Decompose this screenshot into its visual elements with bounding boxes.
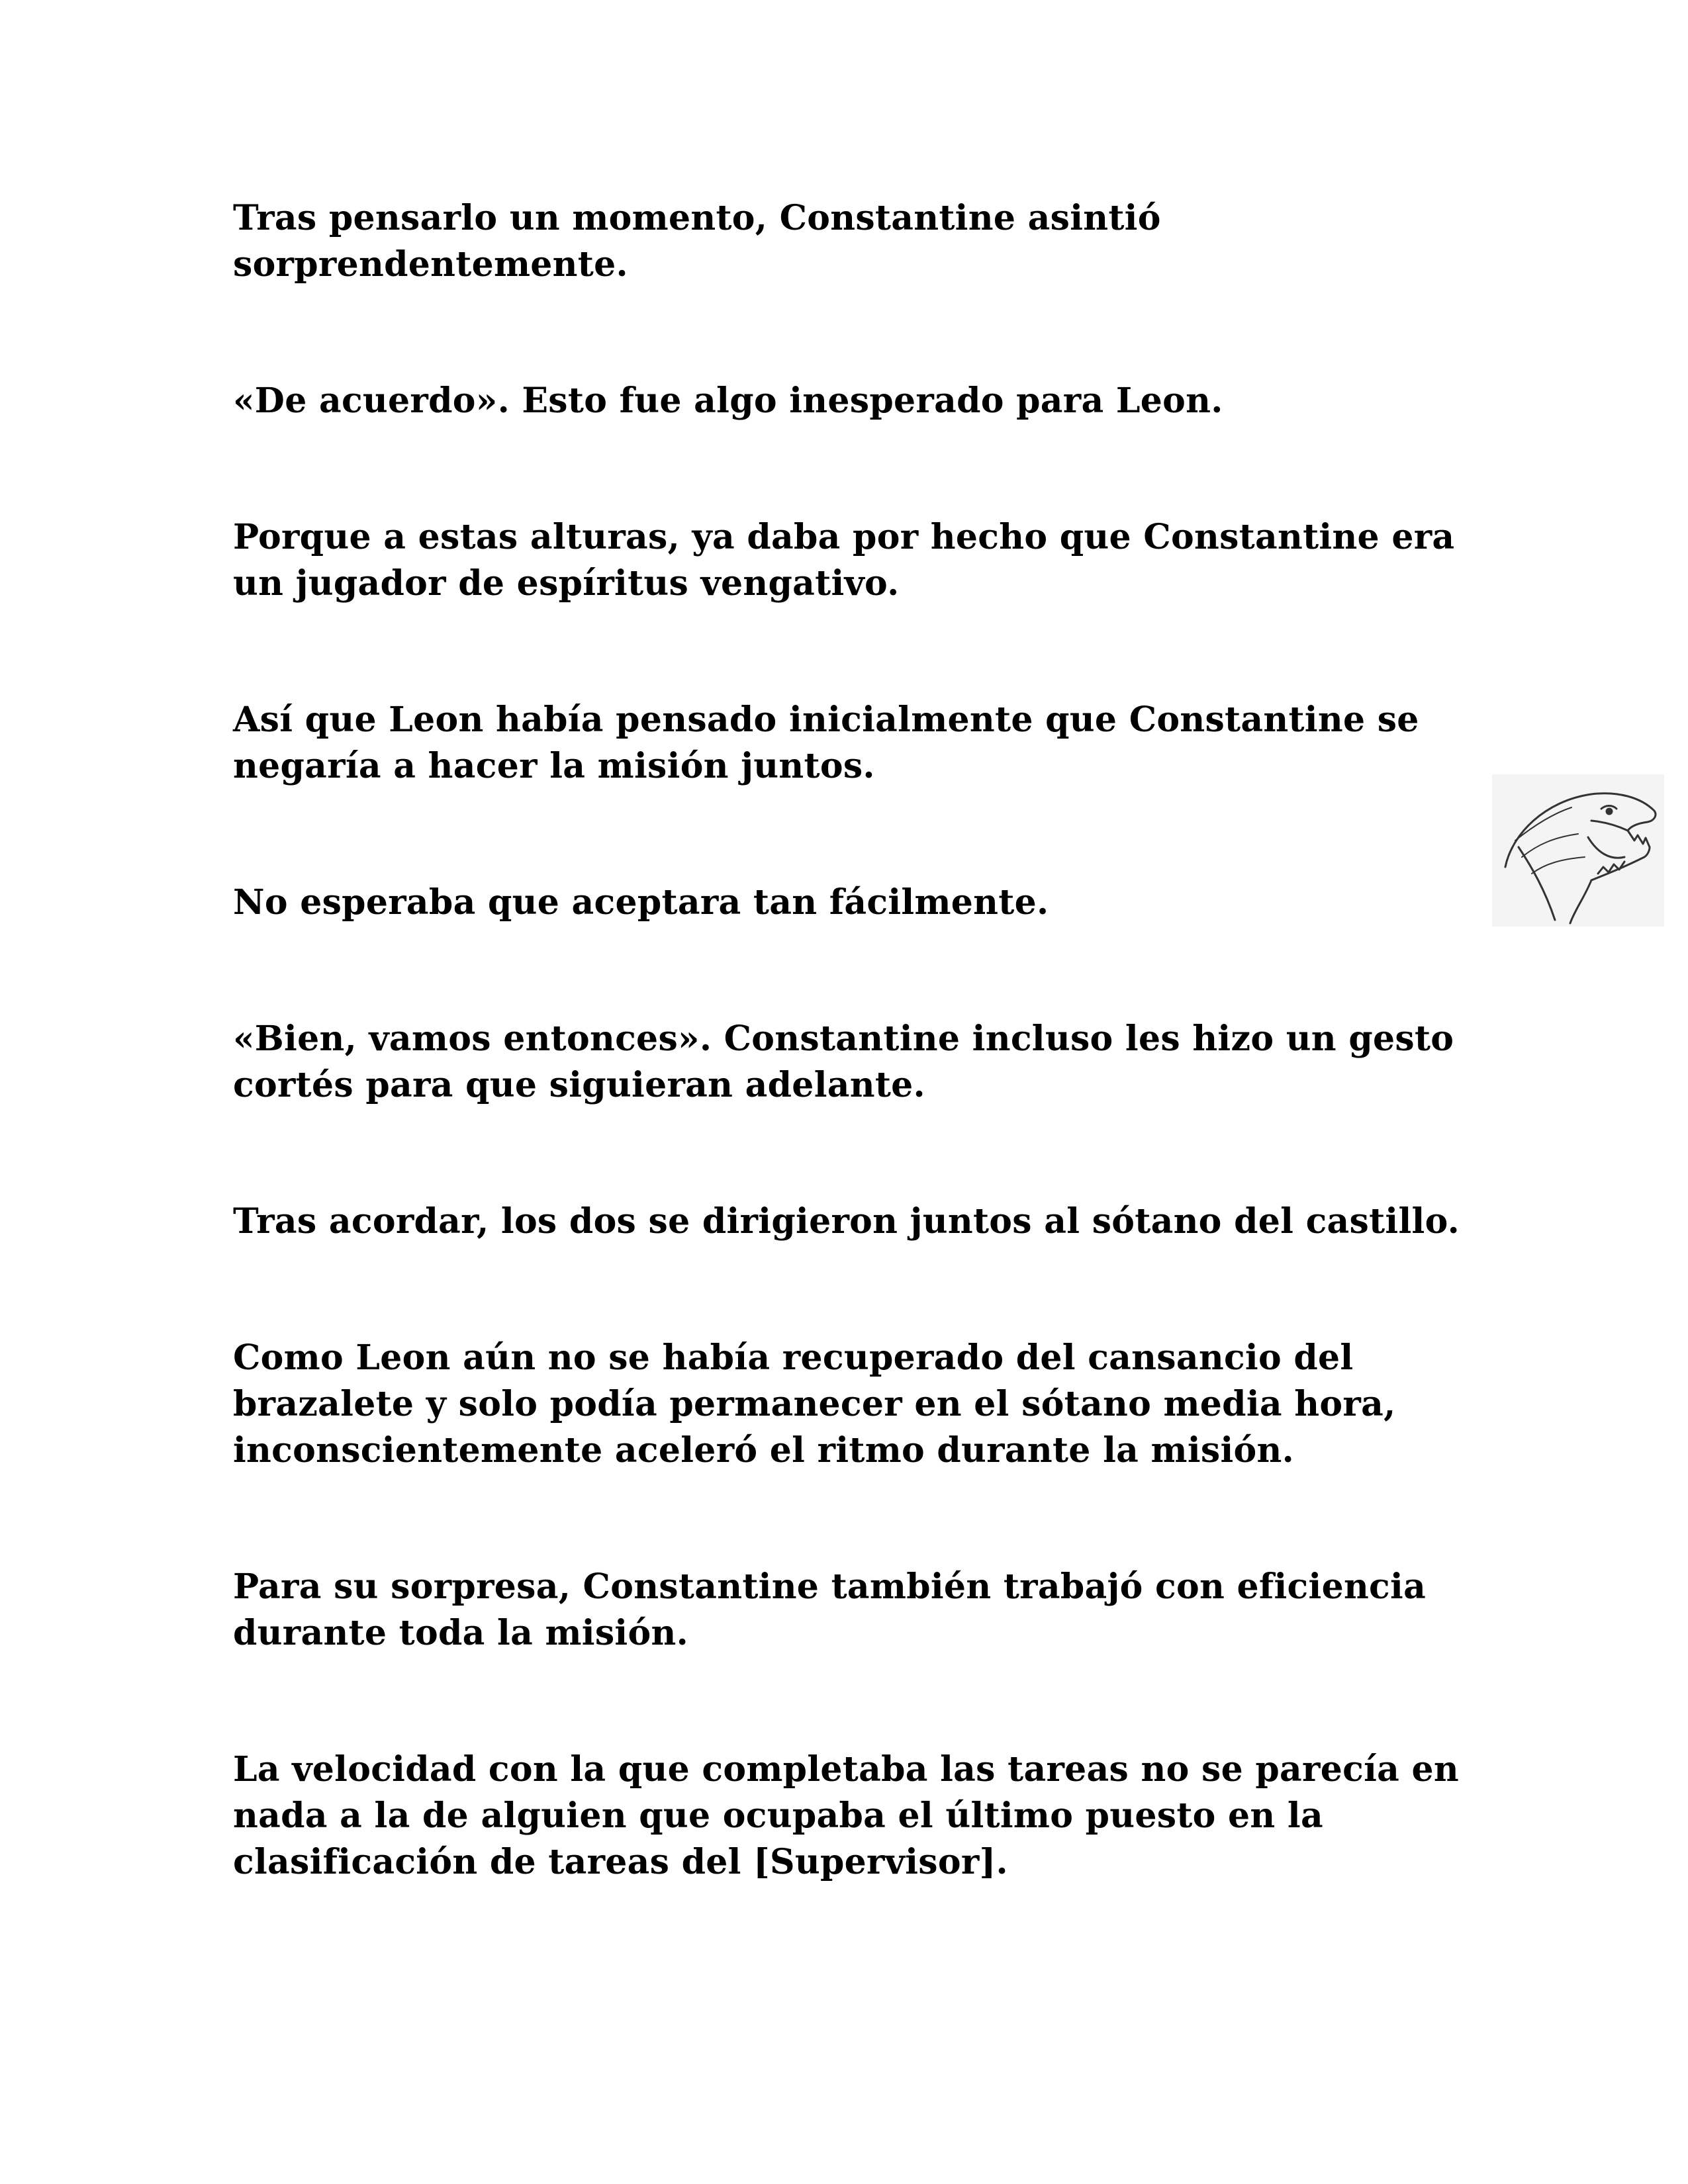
paragraph-8: Como Leon aún no se había recuperado del cansancio del brazalete y solo podía permanecer en el sótano media hora, inconscientemente aceleró el ritmo durante la misión. xyxy=(233,1338,1396,1471)
paragraph-7: Tras acordar, los dos se dirigieron juntos al sótano del castillo. xyxy=(233,1201,1460,1242)
paragraph-9: Para su sorpresa, Constantine también trabajó con eficiencia durante toda la misión. xyxy=(233,1567,1427,1653)
paragraph-3: Porque a estas alturas, ya daba por hecho que Constantine era un jugador de espíritus vengativo. xyxy=(233,517,1455,604)
paragraph-5: No esperaba que aceptara tan fácilmente. xyxy=(233,882,1049,923)
paragraph-2: «De acuerdo». Esto fue algo inesperado para Leon. xyxy=(233,381,1223,421)
paragraph-1: Tras pensarlo un momento, Constantine asintió sorprendentemente. xyxy=(233,198,1161,285)
text-body xyxy=(233,195,1477,1976)
paragraph-10: La velocidad con la que completaba las tareas no se parecía en nada a la de alguien que ocupaba el último puesto en la clasificación de tareas del [Supervisor]. xyxy=(233,1749,1460,1882)
dinosaur-head-sketch-icon xyxy=(1492,774,1664,927)
paragraph-4: Así que Leon había pensado inicialmente que Constantine se negaría a hacer la misión juntos. xyxy=(233,700,1419,786)
paragraph-6: «Bien, vamos entonces». Constantine incluso les hizo un gesto cortés para que siguieran adelante. xyxy=(233,1019,1454,1105)
